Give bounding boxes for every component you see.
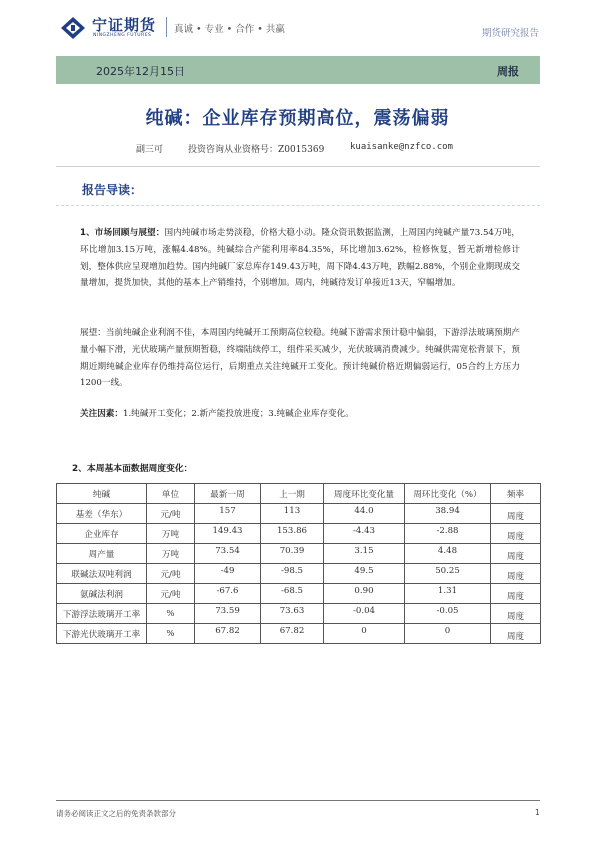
table-cell: 50.25 — [405, 564, 491, 584]
table-cell: 38.94 — [405, 504, 491, 524]
table-cell: 70.39 — [261, 544, 324, 564]
table-row — [57, 624, 541, 644]
author-qualification: 投资咨询从业资格号：Z0015369 — [188, 145, 325, 155]
author-name: 副三可 — [136, 145, 164, 155]
table-cell: 0 — [405, 624, 491, 644]
table-header-cell: 频率 — [491, 484, 541, 504]
table-cell: 下游光伏玻璃开工率 — [57, 624, 147, 644]
table-cell: 万吨 — [147, 524, 195, 544]
table-cell: -49 — [195, 564, 261, 584]
table-header-cell: 周环比变化（%） — [405, 484, 491, 504]
table-row — [57, 504, 541, 524]
table-row — [57, 544, 541, 564]
header-divider — [166, 17, 167, 37]
table-cell: -0.04 — [324, 604, 405, 624]
report-series-label: 期货研究报告 — [481, 28, 539, 39]
table-cell: 73.63 — [261, 604, 324, 624]
focus-factors-label: 关注因素： — [80, 409, 123, 419]
table-cell: 元/吨 — [147, 504, 195, 524]
outlook-text: 展望：当前纯碱企业利润不佳，本周国内纯碱开工预期高位较稳。纯碱下游需求预计稳中偏弱，下游浮法玻璃预期产量小幅下滑，光伏玻璃产量预期暂稳，终端陆续停工，组件采买减少，光伏玻璃消费减少。纯碱供需宽松背景下，预期近期纯碱企业库存仍维持高位运行，后期重点关注纯碱开工变化。预计纯碱价格近期偏弱运行，05合约上方压力1200一线。 — [80, 328, 520, 389]
table-cell: -98.5 — [261, 564, 324, 584]
outlook-paragraph — [80, 325, 520, 392]
table-cell: 73.59 — [195, 604, 261, 624]
table-header-row — [57, 484, 541, 504]
ningzheng-logo-icon — [60, 16, 86, 40]
table-cell: % — [147, 624, 195, 644]
table-row — [57, 584, 541, 604]
page-number: 1 — [535, 808, 540, 817]
table-header-cell: 周度环比变化量 — [324, 484, 405, 504]
footer-disclaimer: 请务必阅读正文之后的免责条款部分 — [56, 809, 176, 818]
brand-slogan: 真诚 • 专业 • 合作 • 共赢 — [174, 24, 285, 35]
table-cell: 周度 — [491, 624, 541, 644]
guide-divider — [56, 205, 540, 206]
weekly-fundamentals-table — [56, 483, 541, 644]
table-cell: 149.43 — [195, 524, 261, 544]
report-date: 2025年12月15日 — [96, 65, 185, 78]
table-cell: -68.5 — [261, 584, 324, 604]
market-review-paragraph — [80, 225, 520, 292]
report-type: 周报 — [497, 65, 519, 78]
table-cell: 153.86 — [261, 524, 324, 544]
market-review-label: 1、市场回顾与展望： — [80, 228, 165, 238]
table-header-cell: 上一期 — [261, 484, 324, 504]
table-cell: 周度 — [491, 544, 541, 564]
table-cell: 基差（华东） — [57, 504, 147, 524]
table-header-cell: 单位 — [147, 484, 195, 504]
table-cell: 113 — [261, 504, 324, 524]
table-cell: 氨碱法利润 — [57, 584, 147, 604]
table-cell: 3.15 — [324, 544, 405, 564]
table-cell: 4.48 — [405, 544, 491, 564]
brand-name-cn: 宁证期货 — [92, 16, 157, 34]
title-divider — [56, 166, 540, 167]
weekly-data-heading: 2、本周基本面数据周度变化： — [72, 464, 193, 474]
table-header-cell: 最新一周 — [195, 484, 261, 504]
table-cell: 157 — [195, 504, 261, 524]
focus-factors-text: 1.纯碱开工变化；2.新产能投放进度；3.纯碱企业库存变化。 — [122, 409, 354, 419]
table-cell: 周度 — [491, 524, 541, 544]
table-cell: 67.82 — [195, 624, 261, 644]
table-cell: 下游浮法玻璃开工率 — [57, 604, 147, 624]
table-cell: 73.54 — [195, 544, 261, 564]
brand-name-en: NINGZHENG FUTURES — [93, 33, 152, 38]
table-cell: 周度 — [491, 584, 541, 604]
table-cell: 周度 — [491, 564, 541, 584]
table-cell: 0.90 — [324, 584, 405, 604]
table-cell: 元/吨 — [147, 564, 195, 584]
author-email[interactable]: kuaisanke@nzfco.com — [350, 142, 453, 152]
table-cell: 0 — [324, 624, 405, 644]
table-cell: 周产量 — [57, 544, 147, 564]
table-cell: 44.0 — [324, 504, 405, 524]
table-cell: 周度 — [491, 504, 541, 524]
table-cell: 1.31 — [405, 584, 491, 604]
report-title: 纯碱：企业库存预期高位，震荡偏弱 — [145, 108, 450, 129]
footer-divider — [56, 800, 540, 801]
table-row — [57, 604, 541, 624]
market-review-text: 国内纯碱市场走势淡稳，价格大稳小动。隆众资讯数据监测，上周国内纯碱产量73.54万吨，环比增加3.15万吨，涨幅4.48%。纯碱综合产能利用率84.35%，环比增加3.62%，检修恢复，暂无新增检修计划，整体供应呈现增加趋势。国内纯碱厂家总库存149.43万吨，周下降4.43万吨，跌幅2.88%，个别企业期现成交量增加，提货加快，其他的基本上产销维持，个别增加。周内，纯碱待发订单接近13天，窄幅增加。 — [80, 228, 521, 289]
focus-factors-paragraph — [80, 406, 520, 423]
table-cell: 万吨 — [147, 544, 195, 564]
table-cell: 元/吨 — [147, 584, 195, 604]
table-cell: 49.5 — [324, 564, 405, 584]
table-cell: -0.05 — [405, 604, 491, 624]
table-cell: 联碱法双吨利润 — [57, 564, 147, 584]
table-cell: 周度 — [491, 604, 541, 624]
table-cell: % — [147, 604, 195, 624]
table-cell: -4.43 — [324, 524, 405, 544]
table-cell: -67.6 — [195, 584, 261, 604]
table-header-cell: 纯碱 — [57, 484, 147, 504]
table-cell: 企业库存 — [57, 524, 147, 544]
table-row — [57, 524, 541, 544]
table-cell: 67.82 — [261, 624, 324, 644]
table-cell: -2.88 — [405, 524, 491, 544]
table-row — [57, 564, 541, 584]
guide-heading: 报告导读： — [82, 183, 143, 197]
